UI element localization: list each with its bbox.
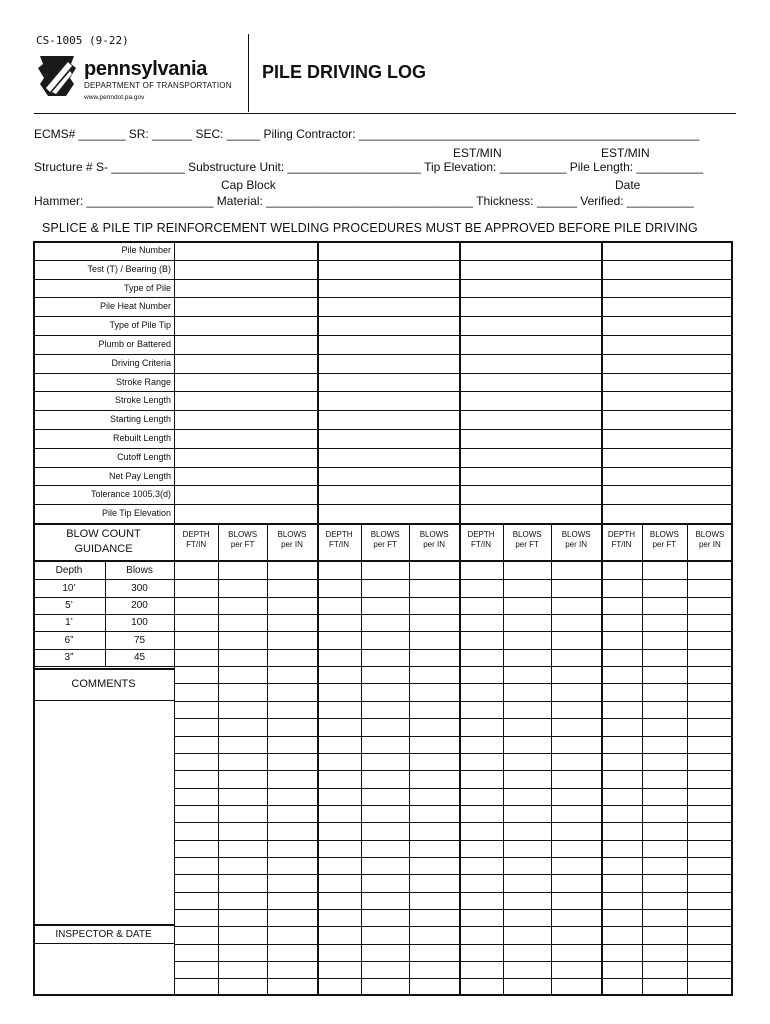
column-header-line1: DEPTH — [467, 529, 495, 539]
date-label: Date — [615, 178, 641, 192]
header-divider — [248, 34, 249, 112]
data-row-divider — [174, 597, 733, 598]
data-row-divider — [174, 978, 733, 979]
blow-table-row — [33, 666, 174, 667]
inspector-header-rule — [33, 943, 174, 944]
row-label: Starting Length — [109, 414, 171, 425]
data-row-divider — [174, 909, 733, 910]
data-row-divider — [174, 926, 733, 927]
column-header-line2: per FT — [230, 539, 255, 549]
blows-value: 75 — [133, 634, 146, 646]
blows-value: 300 — [131, 582, 148, 594]
data-row-divider — [174, 649, 733, 650]
column-header-line2: per IN — [565, 539, 588, 549]
header-line-2: Structure # S- ___________ Substructure Unit: ____________________ Tip Elevation: __________ Pile Length: __________ — [34, 160, 704, 174]
form-number: CS-1005 (9-22) — [36, 34, 129, 47]
depth-value: 1’ — [65, 617, 73, 629]
row-label: Test (T) / Bearing (B) — [87, 264, 171, 275]
depth-header: Depth — [55, 565, 83, 577]
row-label: Plumb or Battered — [98, 339, 171, 350]
column-header-line2: per IN — [698, 539, 721, 549]
column-header-line1: BLOWS — [277, 529, 307, 539]
data-row-divider — [174, 840, 733, 841]
data-row-divider — [174, 614, 733, 615]
data-row-divider — [174, 683, 733, 684]
data-row-divider — [174, 874, 733, 875]
pile-group-divider — [601, 241, 603, 996]
data-row-divider — [174, 718, 733, 719]
column-header-line1: BLOWS — [561, 529, 591, 539]
inspector-label: INSPECTOR & DATE — [55, 928, 152, 940]
data-row-divider — [174, 805, 733, 806]
data-row-divider — [174, 579, 733, 580]
data-row-divider — [174, 944, 733, 945]
data-row-divider — [174, 753, 733, 754]
data-row-divider — [174, 857, 733, 858]
row-label: Pile Heat Number — [99, 301, 171, 312]
data-row-divider — [174, 822, 733, 823]
column-header-line1: BLOWS — [370, 529, 400, 539]
welding-notice: SPLICE & PILE TIP REINFORCEMENT WELDING PROCEDURES MUST BE APPROVED BEFORE PILE DRIVING — [42, 221, 698, 235]
data-row-divider — [174, 961, 733, 962]
row-label: Pile Tip Elevation — [101, 508, 171, 519]
row-label: Cutoff Length — [117, 452, 171, 463]
data-row-divider — [174, 736, 733, 737]
page-title: PILE DRIVING LOG — [262, 62, 427, 82]
data-row-divider — [174, 770, 733, 771]
row-label: Pile Number — [121, 245, 171, 256]
logo-wordmark: pennsylvania — [84, 58, 208, 80]
column-header-line1: BLOWS — [419, 529, 449, 539]
cap-block-label: Cap Block — [221, 178, 276, 192]
blows-value: 100 — [131, 617, 148, 629]
keystone-logo-icon — [36, 54, 78, 98]
data-row-divider — [174, 788, 733, 789]
column-header-line1: BLOWS — [649, 529, 679, 539]
pile-group-divider — [459, 241, 461, 996]
column-header-line1: BLOWS — [228, 529, 258, 539]
logo-department: DEPARTMENT OF TRANSPORTATION — [84, 81, 232, 90]
comments-label: COMMENTS — [71, 678, 136, 690]
est-min-label-2: EST/MIN — [601, 146, 650, 160]
row-label: Tolerance 1005.3(d) — [90, 489, 171, 500]
column-header-line1: DEPTH — [607, 529, 636, 539]
header-rule — [34, 113, 736, 114]
header-line-3: Hammer: ___________________ Material: _______________________________ Thickness: ______ Verified: __________ — [34, 194, 694, 208]
row-label: Rebuilt Length — [112, 433, 171, 444]
row-label: Stroke Range — [115, 377, 171, 388]
blows-value: 45 — [133, 651, 146, 663]
data-row-divider — [174, 701, 733, 702]
comments-top — [33, 668, 174, 670]
column-header-line1: DEPTH — [325, 529, 353, 539]
depth-value: 6” — [64, 634, 74, 646]
comments-header-rule — [33, 700, 174, 701]
column-header-line1: BLOWS — [512, 529, 542, 539]
header-line-1: ECMS# _______ SR: ______ SEC: _____ Piling Contractor: ___________________________________________________ — [34, 127, 700, 141]
column-header-line2: FT/IN — [611, 539, 632, 549]
row-label: Net Pay Length — [108, 471, 171, 482]
row-label: Type of Pile — [123, 283, 171, 294]
row-label: Driving Criteria — [111, 358, 171, 369]
column-header-line2: per FT — [515, 539, 539, 549]
column-header-line1: BLOWS — [695, 529, 725, 539]
est-min-label-1: EST/MIN — [453, 146, 502, 160]
column-header-line2: per IN — [281, 539, 303, 549]
column-header-line2: FT/IN — [329, 539, 349, 549]
data-row-divider — [174, 631, 733, 632]
column-header-line2: FT/IN — [471, 539, 491, 549]
logo-url: www.penndot.pa.gov — [84, 94, 145, 101]
label-column-divider — [174, 241, 175, 996]
column-header-line2: per FT — [373, 539, 397, 549]
depth-value: 10’ — [62, 582, 76, 594]
row-label: Stroke Length — [114, 395, 171, 406]
column-header-line2: per FT — [652, 539, 677, 549]
depth-value: 3” — [64, 651, 74, 663]
blow-count-title: BLOW COUNT — [66, 527, 141, 540]
data-row-divider — [174, 892, 733, 893]
column-header-line1: DEPTH — [182, 529, 210, 539]
row-label: Type of Pile Tip — [109, 320, 171, 331]
column-header-line2: per IN — [423, 539, 446, 549]
blows-value: 200 — [131, 599, 148, 611]
column-header-line2: FT/IN — [186, 539, 207, 549]
data-row-divider — [174, 666, 733, 667]
blow-count-subtitle: GUIDANCE — [74, 543, 133, 556]
blows-header: Blows — [126, 565, 153, 577]
depth-value: 5’ — [65, 599, 73, 611]
pile-group-divider — [317, 241, 319, 996]
